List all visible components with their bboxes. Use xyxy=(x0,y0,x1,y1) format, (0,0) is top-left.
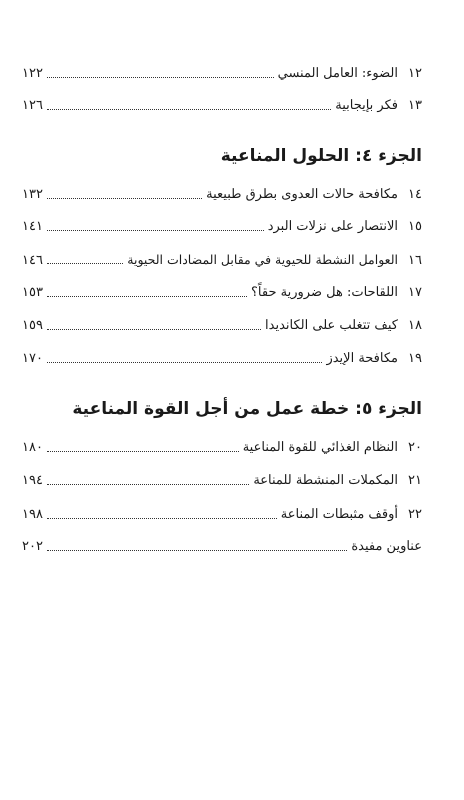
page-number: ١٩٨ xyxy=(22,507,43,522)
chapter-number: ١٥ xyxy=(408,219,422,234)
page-number: ١٢٢ xyxy=(22,66,43,81)
chapter-number: ١٢ xyxy=(408,66,422,81)
dot-leader xyxy=(47,329,261,330)
chapter-number: ٢٠ xyxy=(408,440,422,455)
chapter-number: ٢١ xyxy=(408,473,422,488)
toc-entry-14 xyxy=(22,184,422,206)
chapter-title: مكافحة حالات العدوى بطرق طبيعية xyxy=(206,187,398,202)
toc-entry-13 xyxy=(22,95,422,117)
part-4-heading: الجزء ٤: الحلول المناعية xyxy=(220,146,422,166)
dot-leader xyxy=(47,109,331,110)
dot-leader xyxy=(47,230,264,231)
chapter-title: مكافحة الإيدز xyxy=(326,351,398,366)
chapter-number: ١٤ xyxy=(408,187,422,202)
toc-entry-16 xyxy=(22,249,422,271)
dot-leader xyxy=(47,550,347,551)
page-number: ١٥٣ xyxy=(22,285,43,300)
toc-entry-15 xyxy=(22,216,422,238)
chapter-number: ١٧ xyxy=(408,285,422,300)
page-number: ٢٠٢ xyxy=(22,539,43,554)
chapter-number: ٢٢ xyxy=(408,507,422,522)
dot-leader xyxy=(47,518,277,519)
dot-leader xyxy=(47,198,202,199)
toc-entry-18 xyxy=(22,315,422,337)
toc-entry-21 xyxy=(22,470,422,492)
page-number: ١٢٦ xyxy=(22,98,43,113)
page-number: ١٤١ xyxy=(22,219,43,234)
dot-leader xyxy=(47,263,123,264)
page-number: ١٥٩ xyxy=(22,318,43,333)
chapter-title: الضوء: العامل المنسي xyxy=(277,66,398,81)
chapter-title: كيف تتغلب على الكانديدا xyxy=(265,318,398,333)
chapter-number: ١٣ xyxy=(408,98,422,113)
toc-entry-22 xyxy=(22,504,422,526)
chapter-title: فكر بإيجابية xyxy=(335,98,398,113)
page-number: ١٧٠ xyxy=(22,351,43,366)
chapter-number: ١٩ xyxy=(408,351,422,366)
chapter-number: ١٨ xyxy=(408,318,422,333)
chapter-title: العوامل النشطة للحيوية في مقابل المضادات الحيوية xyxy=(127,252,398,267)
chapter-title: النظام الغذائي للقوة المناعية xyxy=(242,440,398,455)
page-number: ١٩٤ xyxy=(22,473,43,488)
page-number: ١٣٢ xyxy=(22,187,43,202)
chapter-title: الانتصار على نزلات البرد xyxy=(267,219,398,234)
toc-entry-17 xyxy=(22,282,422,304)
toc-entry-12 xyxy=(22,63,422,85)
chapter-title: أوقف مثبطات المناعة xyxy=(280,507,398,522)
dot-leader xyxy=(47,451,239,452)
dot-leader xyxy=(47,77,274,78)
toc-entry-19 xyxy=(22,348,422,370)
page-number: ١٤٦ xyxy=(22,253,43,268)
chapter-number: ١٦ xyxy=(408,253,422,268)
dot-leader xyxy=(47,484,249,485)
chapter-title: اللقاحات: هل ضرورية حقاً؟ xyxy=(251,285,398,300)
chapter-title: المكملات المنشطة للمناعة xyxy=(253,473,398,488)
part-5-heading: الجزء ٥: خطة عمل من أجل القوة المناعية xyxy=(72,399,422,419)
toc-entry-useful-addresses xyxy=(22,536,422,558)
toc-entry-20 xyxy=(22,437,422,459)
dot-leader xyxy=(47,296,247,297)
dot-leader xyxy=(47,362,322,363)
page-number: ١٨٠ xyxy=(22,440,43,455)
section-title: عناوين مفيدة xyxy=(351,539,422,554)
